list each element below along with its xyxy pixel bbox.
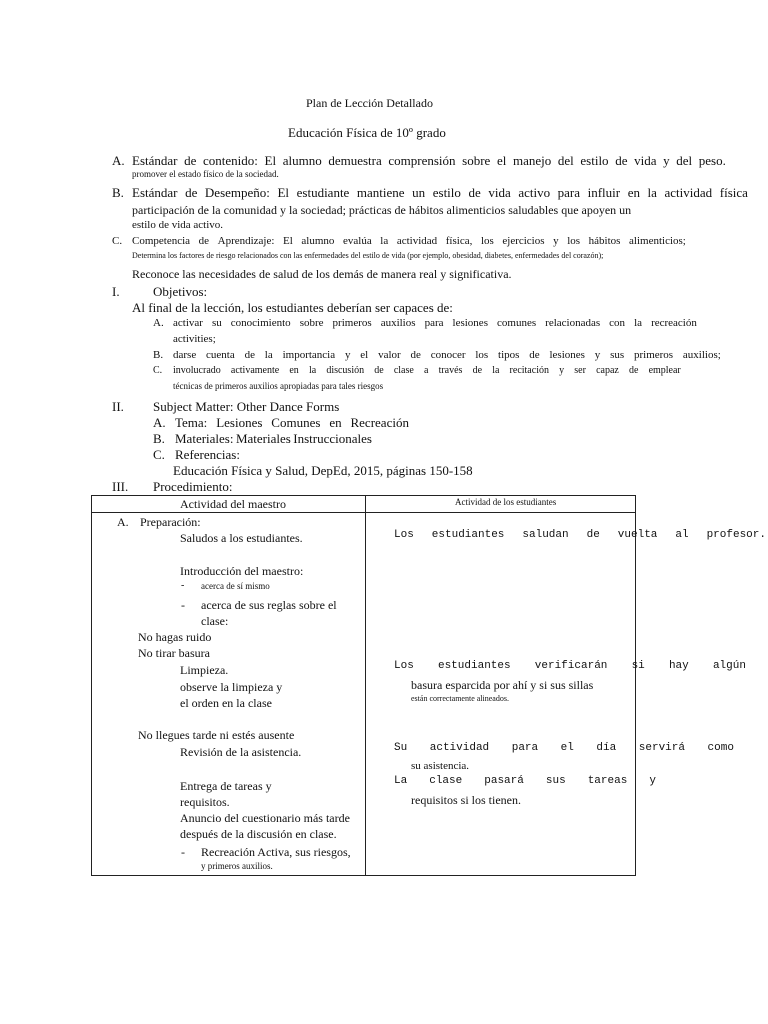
word: de <box>184 153 197 168</box>
item-limpieza-l3: el orden en la clase <box>180 696 272 710</box>
word: al <box>675 529 689 541</box>
word: activo <box>518 185 551 200</box>
word: el <box>560 742 574 754</box>
item-anuncio: Anuncio del cuestionario más tarde <box>180 811 350 825</box>
section-a-label: A. <box>112 153 125 168</box>
word: tareas <box>587 775 628 787</box>
preparation-label: A. <box>117 515 129 529</box>
word: estudiantes <box>431 529 505 541</box>
subject-b-label: B. <box>153 431 165 446</box>
word: y <box>649 775 656 787</box>
rule-no-tarde: No llegues tarde ni estés ausente <box>138 728 295 742</box>
word: y <box>663 153 670 168</box>
word: Estándar <box>132 185 178 200</box>
dash-icon: - <box>181 845 185 859</box>
word: estudiantes <box>437 660 511 672</box>
section-b-line2: participación de la comunidad y la sociedad; prácticas de hábitos alimenticios saludables que apoyen un <box>132 203 632 217</box>
word: si <box>631 660 645 672</box>
objective-b-line1 <box>173 350 721 361</box>
word: para <box>557 185 581 200</box>
word: para <box>424 317 444 329</box>
word: primeros <box>633 349 674 361</box>
objective-c-label: C. <box>153 365 163 376</box>
student-verificaran-l2: basura esparcida por ahí y si sus sillas <box>411 678 594 692</box>
word: su <box>211 317 222 329</box>
word: Competencia <box>132 235 191 247</box>
word: de <box>615 153 628 168</box>
word: El <box>277 185 290 200</box>
word: alimenticios; <box>629 235 686 247</box>
subject-b-text <box>175 432 372 445</box>
word: física, <box>445 235 473 247</box>
word: de <box>628 365 639 376</box>
word: actividad <box>664 185 713 200</box>
word: estilo <box>580 153 609 168</box>
word: lesiones <box>452 317 488 329</box>
word: emplear <box>648 365 681 376</box>
word: alumno <box>301 235 335 247</box>
word: profesor. <box>706 529 766 541</box>
section-a-line1 <box>132 154 726 167</box>
word: sus <box>610 349 625 361</box>
word: alumno <box>282 153 322 168</box>
word: estilo <box>432 185 461 200</box>
objective-c-line1 <box>173 366 681 376</box>
student-tareas <box>394 776 656 787</box>
word: y <box>559 365 565 376</box>
word: la <box>380 235 389 247</box>
word: conocer <box>430 349 466 361</box>
sub-item-reglas-cont: clase: <box>201 614 229 628</box>
word: tipos <box>498 349 520 361</box>
table-column-divider <box>365 495 366 876</box>
section-iii-title: Procedimiento: <box>153 479 233 494</box>
item-limpieza: Limpieza. <box>180 663 229 677</box>
section-c-line3: Reconoce las necesidades de salud de los demás de manera real y significativa. <box>132 267 512 281</box>
section-ii-title: Subject Matter: Other Dance Forms <box>153 399 340 414</box>
word: y <box>594 349 601 361</box>
word: cuenta <box>206 349 235 361</box>
word: El <box>264 153 277 168</box>
word: a <box>423 365 429 376</box>
objectives-intro: Al final de la lección, los estudiantes deberían ser capaces de: <box>132 300 453 315</box>
word: de <box>472 365 483 376</box>
word: como <box>707 742 734 754</box>
word: para <box>511 742 539 754</box>
word: Materiales <box>235 431 291 446</box>
sub-item-recreacion: Recreación Activa, sus riesgos, <box>201 845 351 859</box>
subject-c-label: C. <box>153 447 165 462</box>
objective-a-line1 <box>173 318 697 329</box>
document-subtitle: Educación Física de 10º grado <box>288 125 446 140</box>
word: Lesiones <box>216 415 263 430</box>
word: de <box>586 529 600 541</box>
word: conocimiento <box>230 317 291 329</box>
word: Los <box>394 660 414 672</box>
word: ejercicios <box>502 235 545 247</box>
word: estudiante <box>296 185 350 200</box>
objective-c-line2: técnicas de primeros auxilios apropiadas para tales riesgos <box>173 381 384 391</box>
word: hábitos <box>588 235 621 247</box>
word: sobre <box>462 153 491 168</box>
word: los <box>480 235 494 247</box>
word: clase <box>429 775 463 787</box>
word: relacionadas <box>545 317 601 329</box>
word: verificarán <box>534 660 608 672</box>
word: de <box>529 349 540 361</box>
subject-c-text: Referencias: <box>175 447 240 462</box>
word: Aprendizaje: <box>217 235 275 247</box>
word: darse <box>173 349 197 361</box>
word: involucrado <box>173 365 221 376</box>
section-i-title: Objetivos: <box>153 284 208 299</box>
header-student-activity: Actividad de los estudiantes <box>455 497 557 507</box>
section-b-line1 <box>132 186 748 199</box>
item-anuncio-l2: después de la discusión en clase. <box>180 827 337 841</box>
sub-item-reglas: acerca de sus reglas sobre el <box>201 598 337 612</box>
item-revision: Revisión de la asistencia. <box>180 745 302 759</box>
sub-item-sobre-si: acerca de sí mismo <box>201 581 270 591</box>
objective-b-label: B. <box>153 349 164 361</box>
word: El <box>283 235 293 247</box>
word: hay <box>668 660 689 672</box>
section-i-number: I. <box>112 284 120 299</box>
word: vida <box>634 153 657 168</box>
word: en <box>627 185 640 200</box>
word: vida <box>488 185 511 200</box>
word: en <box>289 365 299 376</box>
item-limpieza-l2: observe la limpieza y <box>180 680 283 694</box>
student-actividad-l2: su asistencia. <box>411 760 470 772</box>
word: el <box>360 349 369 361</box>
word: auxilios; <box>682 349 721 361</box>
word: Los <box>394 529 414 541</box>
objective-a-line2: activities; <box>173 333 216 345</box>
word: en <box>329 415 342 430</box>
word: la <box>647 185 657 200</box>
student-verificaran-l3: están correctamente alineados. <box>411 694 509 703</box>
word: servirá <box>638 742 685 754</box>
word: recreación <box>651 317 697 329</box>
word: del <box>676 153 693 168</box>
word: peso. <box>698 153 726 168</box>
word: lesiones <box>549 349 585 361</box>
word: evalúa <box>343 235 372 247</box>
word: Desempeño: <box>204 185 270 200</box>
word: mantiene <box>356 185 405 200</box>
subject-a-label: A. <box>153 415 166 430</box>
sub-item-recreacion-l2: y primeros auxilios. <box>201 861 273 871</box>
word: Su <box>394 742 408 754</box>
word: un <box>412 185 426 200</box>
word: los <box>475 349 489 361</box>
word: influir <box>587 185 621 200</box>
rule-no-basura: No tirar basura <box>138 646 210 660</box>
section-iii-number: III. <box>112 479 129 494</box>
word: comprensión <box>388 153 456 168</box>
section-ii-number: II. <box>112 399 124 414</box>
word: física <box>719 185 748 200</box>
rule-no-ruido: No hagas ruido <box>138 630 212 644</box>
word: manejo <box>512 153 552 168</box>
word: de <box>410 349 421 361</box>
item-entrega-l2: requisitos. <box>180 795 230 809</box>
word: vuelta <box>617 529 658 541</box>
word: Materiales: <box>175 431 234 446</box>
word: la <box>492 365 500 376</box>
word: de <box>468 185 481 200</box>
item-saludos: Saludos a los estudiantes. <box>180 531 303 545</box>
word: Estándar <box>132 153 178 168</box>
subject-a-text <box>175 416 409 429</box>
word: activar <box>173 317 203 329</box>
word: sobre <box>299 317 324 329</box>
word: saludan <box>522 529 569 541</box>
word: valor <box>378 349 401 361</box>
word: capaz <box>596 365 619 376</box>
word: actividad <box>429 742 490 754</box>
word: Recreación <box>350 415 409 430</box>
word: la <box>634 317 643 329</box>
word: día <box>596 742 617 754</box>
word: sus <box>545 775 566 787</box>
word: los <box>567 235 581 247</box>
word: demuestra <box>328 153 382 168</box>
section-c-line2: Determina los factores de riesgo relacionados con las enfermedades del estilo de vida (por ejemplo, obesidad, diabetes, enfermedades del corazón); <box>132 251 604 260</box>
word: Comunes <box>271 415 321 430</box>
table-header-divider <box>91 512 636 513</box>
word: y <box>344 349 351 361</box>
section-b-line3: estilo de vida activo. <box>132 219 224 231</box>
subject-c-reference: Educación Física y Salud, DepEd, 2015, páginas 150-158 <box>173 463 473 478</box>
word: el <box>496 153 507 168</box>
word: de <box>198 235 210 247</box>
header-teacher-activity: Actividad del maestro <box>180 497 286 511</box>
word: auxilios <box>380 317 416 329</box>
word: La <box>394 775 408 787</box>
word: discusión <box>326 365 365 376</box>
word: del <box>557 153 574 168</box>
dash-icon: - <box>181 598 185 612</box>
item-introduccion: Introducción del maestro: <box>180 564 304 578</box>
word: pasará <box>484 775 524 787</box>
student-verificaran <box>394 661 746 672</box>
preparation-title: Preparación: <box>140 515 201 529</box>
document-title: Plan de Lección Detallado <box>306 96 433 110</box>
word: la <box>264 349 273 361</box>
student-saludan <box>394 530 766 541</box>
word: clase <box>393 365 414 376</box>
word: importancia <box>282 349 336 361</box>
word: Tema: <box>175 415 208 430</box>
word: de <box>185 185 198 200</box>
word: activamente <box>230 365 280 376</box>
word: primeros <box>332 317 372 329</box>
word: ser <box>574 365 586 376</box>
objective-a-label: A. <box>153 317 164 329</box>
word: contenido: <box>203 153 258 168</box>
word: con <box>609 317 626 329</box>
section-c-line1 <box>132 236 686 247</box>
student-tareas-l2: requisitos si los tienen. <box>411 793 521 807</box>
section-c-label: C. <box>112 235 123 247</box>
word: actividad <box>396 235 438 247</box>
word: comunes <box>497 317 537 329</box>
word: la <box>308 365 317 376</box>
student-actividad <box>394 743 734 754</box>
word: recitación <box>509 365 549 376</box>
word: de <box>244 349 255 361</box>
section-b-label: B. <box>112 185 124 200</box>
item-entrega: Entrega de tareas y <box>180 779 272 793</box>
word: de <box>374 365 384 376</box>
word: través <box>438 365 463 376</box>
word: algún <box>712 660 746 672</box>
section-a-line2: promover el estado físico de la sociedad. <box>132 169 279 179</box>
word: Instruccionales <box>293 431 372 446</box>
dash-icon: - <box>181 580 185 591</box>
word: y <box>553 235 559 247</box>
